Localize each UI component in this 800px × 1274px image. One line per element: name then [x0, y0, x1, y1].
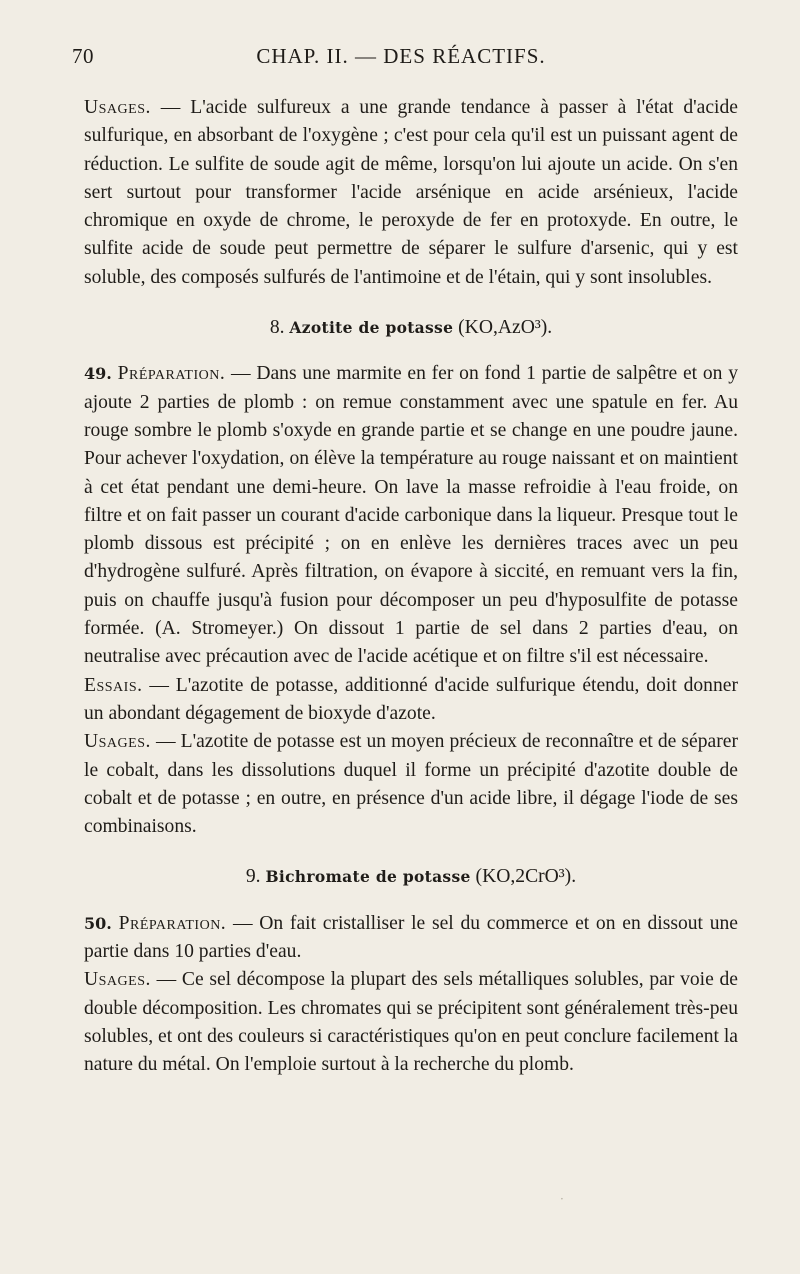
- section-title: Azotite de potasse: [289, 318, 454, 338]
- paragraph-body: — On fait cristalliser le sel du commerce et on en dissout une partie dans 10 parties d'eau.: [84, 912, 739, 963]
- paper-speck: ·: [560, 1192, 564, 1206]
- page-number: 70: [72, 44, 94, 68]
- page-header: [64, 44, 738, 84]
- paragraph-lead: Essais.: [84, 674, 143, 696]
- section-formula: (KO,AzO³).: [458, 317, 553, 339]
- section-title: Bichromate de potasse: [265, 867, 471, 887]
- paragraph-body: — Dans une marmite en fer on fond 1 partie de salpêtre et on y ajoute 2 parties de plomb : on remue constamment avec une spatule en fer. Au rouge sombre le plomb s'oxyde en grande partie et se change en une poudre jaune. Pour achever l'oxydation, on élève la température au rouge naissant et on maintient à cet état pendant une demi-heure. On lave la masse refroidie à l'eau froide, on filtre et on fait passer un courant d'acide carbonique dans la liqueur. Presque tout le plomb dissous est précipité ; on en enlève les dernières traces avec un peu d'hydrogène sulfuré. Après filtration, on évapore à siccité, en remuant vers la fin, puis on chauffe jusqu'à fusion pour décomposer un peu d'hyposulfite de potasse formée. (A. Stromeyer.) On dissout 1 partie de sel dans 2 parties d'eau, on neutralise avec précaution avec de l'acide acétique et on filtre s'il est nécessaire.: [84, 363, 738, 668]
- paragraph-lead: Usages.: [84, 969, 151, 991]
- body-text: [64, 94, 738, 1080]
- section-formula: (KO,2CrO³).: [475, 866, 577, 888]
- paragraph-essais: [84, 672, 738, 729]
- paragraph-body: — L'acide sulfureux a une grande tendance à passer à l'état d'acide sulfurique, en absorbant de l'oxygène ; c'est pour cela qu'il est un puissant agent de réduction. Le sulfite de soude agit de même, lorsqu'on lui ajoute un acide. On s'en sert surtout pour transformer l'acide arsénique en acide arsénieux, l'acide chromique en oxyde de chrome, le peroxyde de fer en protoxyde. En outre, le sulfite acide de soude peut permettre de séparer le sulfure d'arsenic, qui y est soluble, des composés sulfurés de l'antimoine et de l'étain, qui y sont insolubles.: [84, 97, 738, 288]
- paragraph-usages-azotite: [84, 728, 738, 841]
- paragraph-49-preparation: [84, 360, 738, 671]
- section-heading-bichromate: [84, 863, 738, 891]
- paragraph-50-preparation: [84, 910, 738, 967]
- paragraph-lead: Usages.: [84, 97, 151, 118]
- paragraph-number: 49.: [84, 364, 112, 384]
- paragraph-lead: Usages.: [84, 731, 151, 753]
- paragraph-number: 50.: [84, 913, 112, 933]
- paragraph-usages-bichromate: [84, 966, 738, 1079]
- paragraph-usages-sulfites: [84, 94, 738, 292]
- paragraph-lead: Préparation.: [118, 912, 227, 934]
- section-heading-azotite: [84, 314, 738, 342]
- paragraph-body: — Ce sel décompose la plupart des sels métalliques solubles, par voie de double décomposition. Les chromates qui se précipitent sont généralement très-peu solubles, et ont des couleurs si caractéristiques qu'on en peut conclure facilement la nature du métal. On l'emploie surtout à la recherche du plomb.: [84, 969, 738, 1076]
- paragraph-body: — L'azotite de potasse est un moyen précieux de reconnaître et de séparer le cobalt, dans les dissolutions duquel il forme un précipité d'azotite double de cobalt et de potasse ; en outre, en présence d'un acide libre, il dégage l'iode de ses combinaisons.: [84, 731, 738, 838]
- section-number: 8.: [269, 317, 285, 339]
- section-number: 9.: [245, 866, 261, 888]
- running-head: CHAP. II. — DES RÉACTIFS.: [256, 44, 546, 68]
- paragraph-body: — L'azotite de potasse, additionné d'acide sulfurique étendu, doit donner un abondant dégagement de bioxyde d'azote.: [84, 674, 738, 724]
- paragraph-lead: Préparation.: [117, 363, 226, 385]
